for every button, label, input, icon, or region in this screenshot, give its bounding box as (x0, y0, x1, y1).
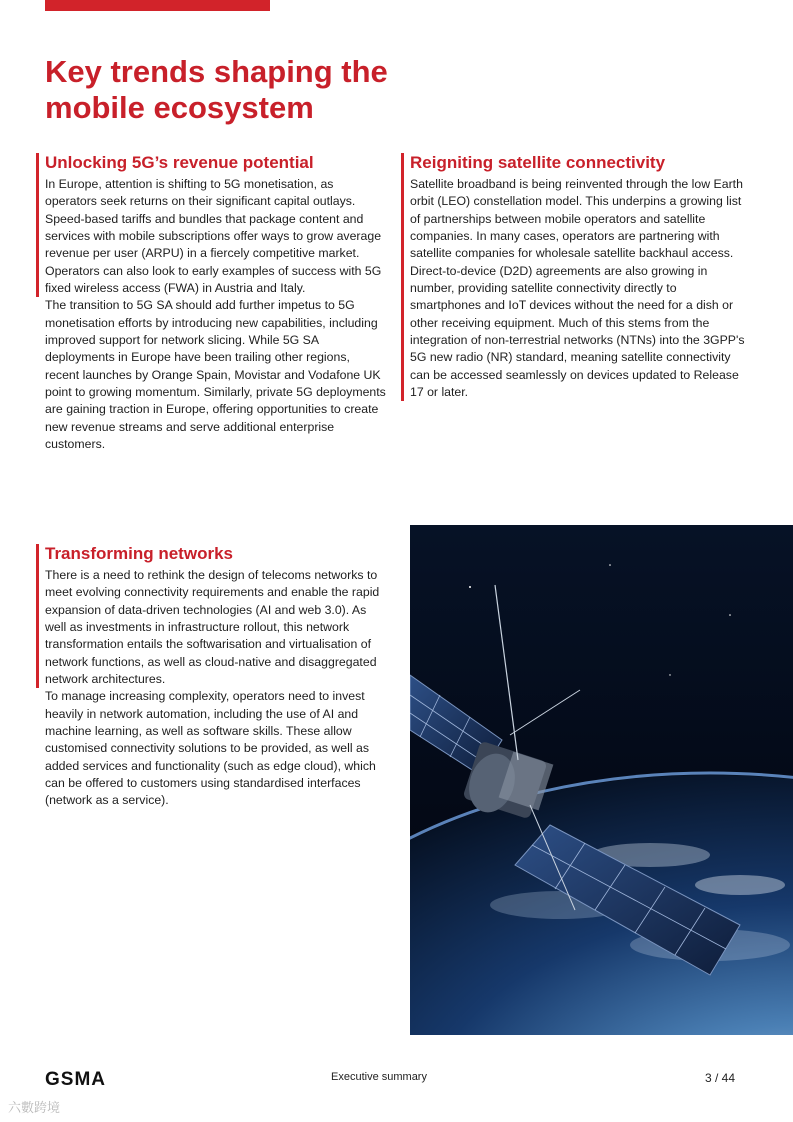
watermark: 六數跨境 (8, 1100, 61, 1115)
paragraph: Satellite broadband is being reinvented through the low Earth orbit (LEO) constellation model. This underpins a growing list of partnerships between mobile operators and satellite companies. In many cases, operators are partnering with satellite companies for wholesale satellite backhaul access. Direct-to-device (D2D) agreements are also growing in number, providing satellite connectivity directly to smartphones and IoT devices without the need for a dish or other receiving equipment. Much of this stems from the integration of non-terrestrial networks (NTNs) into the 3GPP's 5G new radio (NR) standard, meaning satellite connectivity can be accessed seamlessly on devices updated to Release 17 or later. (410, 177, 745, 400)
header-accent-bar (45, 0, 270, 11)
page-number: 3 / 44 (705, 1071, 736, 1085)
footer-section-title: Executive summary (331, 1071, 427, 1083)
paragraph: There is a need to rethink the design of telecoms networks to meet evolving connectivity requirements and enable the rapid expansion of data-driven technologies (AI and web 3.0). As well as investments in infrastructure rollout, this network transformation entails the softwarisation and virtualisation of network functions, as well as cloud-native and disaggregated network architectures. (45, 568, 380, 687)
section-satellite-connectivity (401, 153, 751, 401)
section-5g-revenue (36, 153, 386, 454)
paragraph: To manage increasing complexity, operators need to invest heavily in network automation, including the use of AI and machine learning, as well as software skills. These allow customised connectivity solutions to be provided, as well as added services and functionality (such as edge cloud), which can be offered to customers using standardised interfaces (network as a service). (45, 689, 376, 808)
satellite-image (410, 525, 793, 1035)
section-transforming-networks (36, 544, 386, 810)
section-heading: Unlocking 5G’s revenue potential (45, 153, 314, 172)
paragraph: The transition to 5G SA should add further impetus to 5G monetisation efforts by introducing new capabilities, including improved support for network slicing. While 5G SA deployments in Europe have been trailing other regions, recent launches by Orange Spain, Movistar and Vodafone UK point to growing momentum. Similarly, private 5G deployments are gaining traction in Europe, offering opportunities to create new revenue streams and serve additional enterprise customers. (45, 298, 386, 452)
section-heading: Reigniting satellite connectivity (410, 153, 666, 172)
paragraph: In Europe, attention is shifting to 5G monetisation, as operators seek returns on their significant capital outlays. Speed-based tariffs and bundles that package content and services with mobile subscriptions offer ways to grow average revenue per user (ARPU) in a fiercely competitive market. Operators can also look to early examples of success with 5G fixed wireless access (FWA) in Austria and Italy. (45, 177, 382, 296)
gsma-logo: GSMA (45, 1069, 106, 1090)
page-title: Key trends shaping the mobile ecosystem (45, 54, 388, 125)
section-heading: Transforming networks (45, 544, 233, 563)
